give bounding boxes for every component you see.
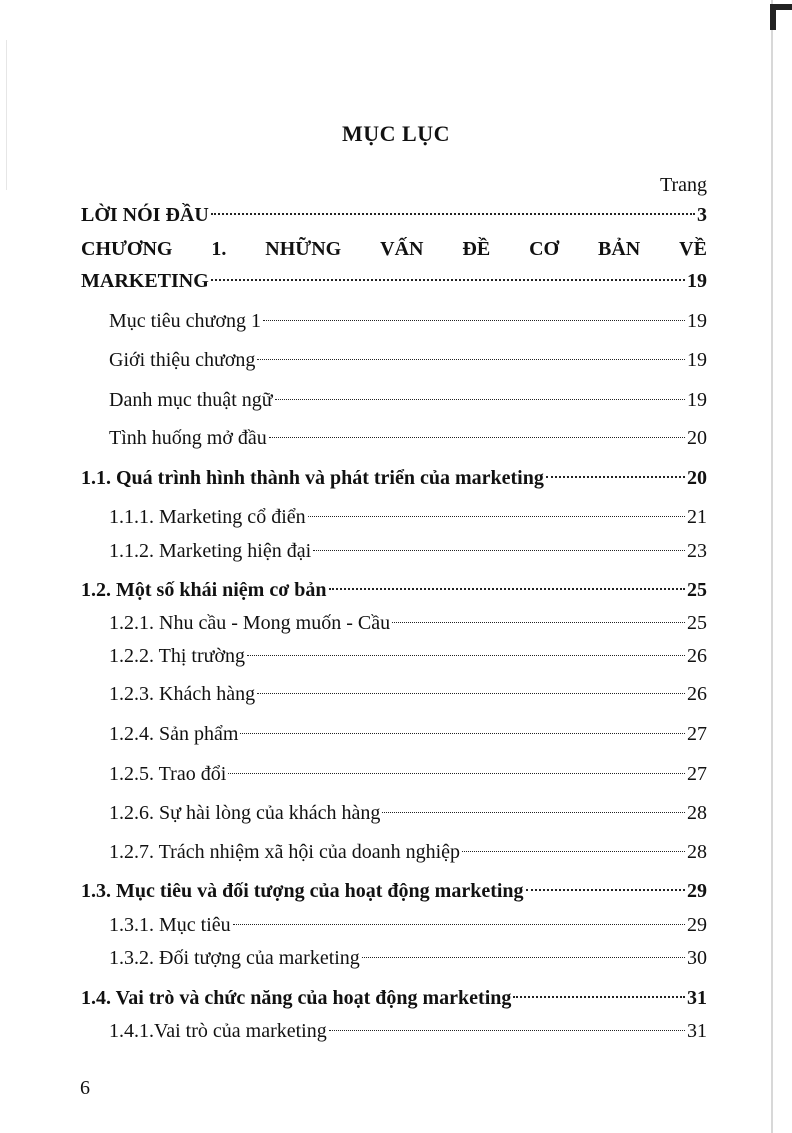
toc-entry-label: 1.2.2. Thị trường [109,645,246,667]
page-number: 6 [80,1077,90,1099]
toc-entry-label: 1.2.7. Trách nhiệm xã hội của doanh nghiệp [109,841,461,863]
toc-entry-label: 1.2.6. Sự hài lòng của khách hàng [109,802,381,824]
toc-entry-page: 19 [687,389,707,411]
toc-entry-label: Tình huống mở đầu [109,427,267,449]
toc-subentry [109,1017,707,1045]
toc-entry-label: Mục tiêu chương 1 [109,310,261,332]
toc-entry-label: 1.2. Một số khái niệm cơ bản [81,579,327,601]
toc-entry-label: 1.2.3. Khách hàng [109,683,256,705]
toc-subentry [109,503,707,531]
toc-subentry [109,307,707,335]
dot-leader [269,437,685,438]
dot-leader [228,773,685,774]
toc-entry-label: 1.2.4. Sản phẩm [109,723,239,745]
toc-subentry [109,424,707,452]
toc-entry-page: 31 [687,987,707,1009]
toc-heading-entry [81,464,707,492]
dot-leader [362,957,685,958]
toc-entry-page: 29 [687,880,707,902]
toc-entry-page: 23 [687,540,707,562]
dot-leader [329,1030,685,1031]
page-title: MỤC LỤC [342,121,450,146]
dot-leader [211,279,685,281]
toc-entry-page: 28 [687,802,707,824]
chapter-heading-word: CƠ [529,238,560,260]
dot-leader [313,550,685,551]
toc-entry-page: 21 [687,506,707,528]
toc-entry-label: LỜI NÓI ĐẦU [81,204,209,226]
toc-subentry [109,609,707,637]
toc-subentry [109,346,707,374]
toc-entry-page: 30 [687,947,707,969]
toc-entry-label: 1.1.2. Marketing hiện đại [109,540,312,562]
toc-subentry [109,760,707,788]
toc-subentry [109,720,707,748]
chapter-heading-word: VỀ [679,238,707,260]
toc-entry-page: 25 [687,612,707,634]
dot-leader [263,320,685,321]
toc-entry-page: 20 [687,467,707,489]
toc-entry-page: 3 [697,204,707,226]
dot-leader [513,996,685,998]
toc-subentry [109,537,707,565]
toc-heading-entry [81,201,707,229]
toc-entry-page: 19 [687,270,707,292]
toc-subentry [109,799,707,827]
toc-subentry [109,911,707,939]
dot-leader [382,812,685,813]
toc-entry-label: Giới thiệu chương [109,349,256,371]
toc-entry-page: 26 [687,645,707,667]
toc-entry-label: 1.2.1. Nhu cầu - Mong muốn - Cầu [109,612,391,634]
dot-leader [211,213,695,215]
dot-leader [257,359,685,360]
toc-entry-page: 29 [687,914,707,936]
toc-subentry [109,642,707,670]
dot-leader [247,655,685,656]
dot-leader [308,516,685,517]
toc-entry-label: 1.2.5. Trao đổi [109,763,227,785]
toc-heading-entry [81,877,707,905]
toc-subentry [109,680,707,708]
toc-subentry [109,838,707,866]
toc-entry-label: 1.3.2. Đối tượng của marketing [109,947,360,969]
chapter-heading-word: VẤN [380,238,424,260]
toc-entry-page: 25 [687,579,707,601]
page-column-header: Trang [659,174,707,196]
toc-entry-page: 26 [687,683,707,705]
toc-entry-label: 1.1. Quá trình hình thành và phát triển của marketing [81,467,544,489]
toc-entry-label: 1.3. Mục tiêu và đối tượng của hoạt động marketing [81,880,524,902]
toc-entry-page: 20 [687,427,707,449]
toc-heading-entry [81,267,707,295]
toc-heading-entry [81,984,707,1012]
dot-leader [233,924,685,925]
toc-entry-label: 1.3.1. Mục tiêu [109,914,231,936]
chapter-heading-word: ĐỀ [462,238,491,260]
toc-entry-page: 27 [687,763,707,785]
chapter-heading-word: NHỮNG [265,238,342,260]
chapter-heading-word: CHƯƠNG [81,238,173,260]
dot-leader [275,399,685,400]
toc-entry-label: 1.4.1.Vai trò của marketing [109,1020,327,1042]
toc-entry-page: 19 [687,310,707,332]
dot-leader [526,889,685,891]
dot-leader [240,733,685,734]
dot-leader [257,693,685,694]
dot-leader [329,588,685,590]
dot-leader [462,851,685,852]
dot-leader [546,476,685,478]
dot-leader [392,622,685,623]
toc-entry-page: 28 [687,841,707,863]
chapter-heading-word: BẢN [597,238,641,260]
toc-entry-page: 31 [687,1020,707,1042]
toc-subentry [109,944,707,972]
toc-entry-page: 27 [687,723,707,745]
toc-entry-label: 1.4. Vai trò và chức năng của hoạt động marketing [81,987,512,1009]
toc-entry-label: Danh mục thuật ngữ [109,389,273,411]
toc-entry-label: MARKETING [81,270,209,292]
toc-subentry [109,386,707,414]
chapter-heading-word: 1. [211,238,227,260]
toc-heading-entry [81,576,707,604]
toc-entry-label: 1.1.1. Marketing cổ điển [109,506,306,528]
toc-entry-page: 19 [687,349,707,371]
